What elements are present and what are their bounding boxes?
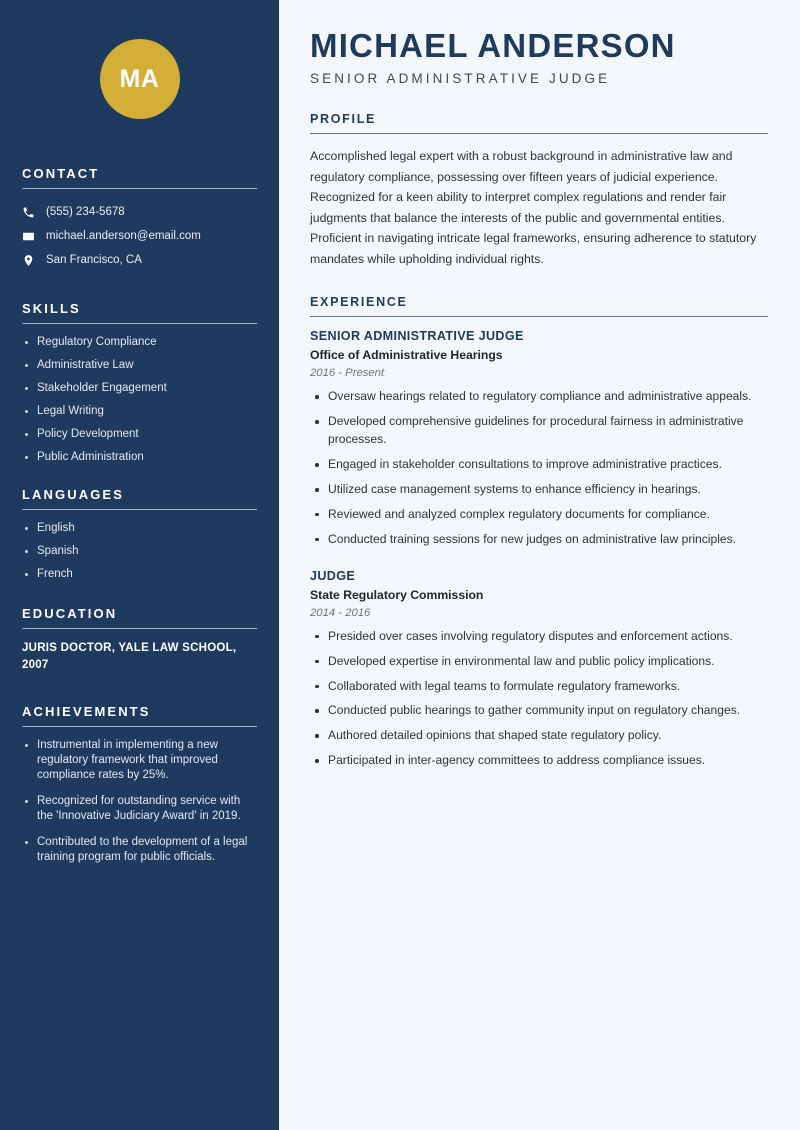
achievements-section [22, 704, 257, 866]
list-item: Spanish [22, 544, 257, 559]
list-item: Recognized for outstanding service with the 'Innovative Judiciary Award' in 2019. [22, 794, 257, 825]
experience-organization: Office of Administrative Hearings [310, 348, 503, 363]
education-section-title: EDUCATION [22, 606, 118, 622]
list-item: Legal Writing [22, 404, 257, 419]
contact-phone-row[interactable] [22, 200, 257, 224]
profile-section-title: PROFILE [310, 112, 377, 127]
experience-role: JUDGE [310, 568, 356, 583]
languages-section-title: LANGUAGES [22, 486, 124, 502]
list-item: Reviewed and analyzed complex regulatory documents for compliance. [310, 506, 768, 524]
avatar: MA [100, 39, 180, 119]
achievements-list [22, 738, 257, 866]
contact-location-value: San Francisco, CA [46, 254, 142, 266]
list-item: Developed comprehensive guidelines for procedural fairness in administrative processes. [310, 413, 768, 449]
contact-section-title: CONTACT [22, 166, 100, 181]
list-item: Stakeholder Engagement [22, 381, 257, 396]
email-icon [22, 230, 35, 243]
section-divider [310, 133, 768, 134]
profile-section [310, 112, 768, 269]
list-item: English [22, 521, 257, 536]
list-item: Presided over cases involving regulatory disputes and enforcement actions. [310, 628, 768, 646]
phone-icon [22, 206, 35, 219]
achievements-section-title: ACHIEVEMENTS [22, 703, 151, 719]
list-item: Developed expertise in environmental law and public policy implications. [310, 653, 768, 671]
avatar-container [22, 0, 257, 119]
list-item: Utilized case management systems to enhance efficiency in hearings. [310, 481, 768, 499]
education-section [22, 606, 257, 673]
experience-bullet-list [310, 628, 768, 770]
skills-section [22, 301, 257, 465]
skills-section-title: SKILLS [22, 301, 81, 316]
languages-list [22, 521, 257, 582]
list-item: Public Administration [22, 450, 257, 465]
list-item: Conducted training sessions for new judges on administrative law principles. [310, 531, 768, 549]
experience-entry [310, 329, 768, 548]
section-divider [22, 509, 257, 510]
contact-location-row[interactable] [22, 248, 257, 272]
experience-organization: State Regulatory Commission [310, 587, 484, 602]
sidebar [0, 0, 279, 1130]
experience-section-title: EXPERIENCE [310, 295, 408, 310]
list-item: Participated in inter-agency committees to address compliance issues. [310, 752, 768, 770]
section-divider [310, 316, 768, 317]
main-content [279, 0, 800, 1130]
list-item: Collaborated with legal teams to formulate regulatory frameworks. [310, 678, 768, 696]
list-item: Conducted public hearings to gather community input on regulatory changes. [310, 702, 768, 720]
list-item: Policy Development [22, 427, 257, 442]
list-item: Administrative Law [22, 358, 257, 373]
list-item: Oversaw hearings related to regulatory compliance and administrative appeals. [310, 388, 768, 406]
section-divider [22, 188, 257, 189]
section-divider [22, 726, 257, 727]
list-item: Instrumental in implementing a new regulatory framework that improved compliance rates by 25%. [22, 738, 257, 784]
list-item: Contributed to the development of a legal training program for public officials. [22, 835, 257, 866]
experience-entry [310, 569, 768, 770]
contact-section [22, 166, 257, 272]
contact-email-value: michael.anderson@email.com [46, 230, 201, 242]
list-item: Regulatory Compliance [22, 335, 257, 350]
contact-phone-value: (555) 234-5678 [46, 206, 125, 218]
section-divider [22, 323, 257, 324]
location-pin-icon [22, 254, 35, 267]
list-item: Engaged in stakeholder consultations to improve administrative practices. [310, 456, 768, 474]
section-divider [22, 628, 257, 629]
list-item: Authored detailed opinions that shaped state regulatory policy. [310, 727, 768, 745]
skills-list [22, 335, 257, 465]
experience-bullet-list [310, 388, 768, 548]
experience-section [310, 295, 768, 770]
experience-dates: 2016 - Present [310, 367, 385, 380]
contact-email-row[interactable] [22, 224, 257, 248]
languages-section [22, 487, 257, 582]
profile-text: Accomplished legal expert with a robust background in administrative law and regulatory compliance, possessing over fifteen years of judicial experience. Recognized for a keen ability to interpret complex regulations and render fair judgments that balance the interests of the public and governmental entities. Proficient in navigating intricate legal frameworks, ensuring adherence to statutory mandates while upholding individual rights. [310, 149, 757, 266]
page-title: MICHAEL ANDERSON [310, 27, 676, 64]
list-item: French [22, 567, 257, 582]
job-title-subheading: SENIOR ADMINISTRATIVE JUDGE [310, 71, 611, 87]
education-entry: JURIS DOCTOR, YALE LAW SCHOOL, 2007 [22, 642, 237, 671]
experience-role: SENIOR ADMINISTRATIVE JUDGE [310, 329, 524, 344]
experience-dates: 2014 - 2016 [310, 606, 371, 619]
